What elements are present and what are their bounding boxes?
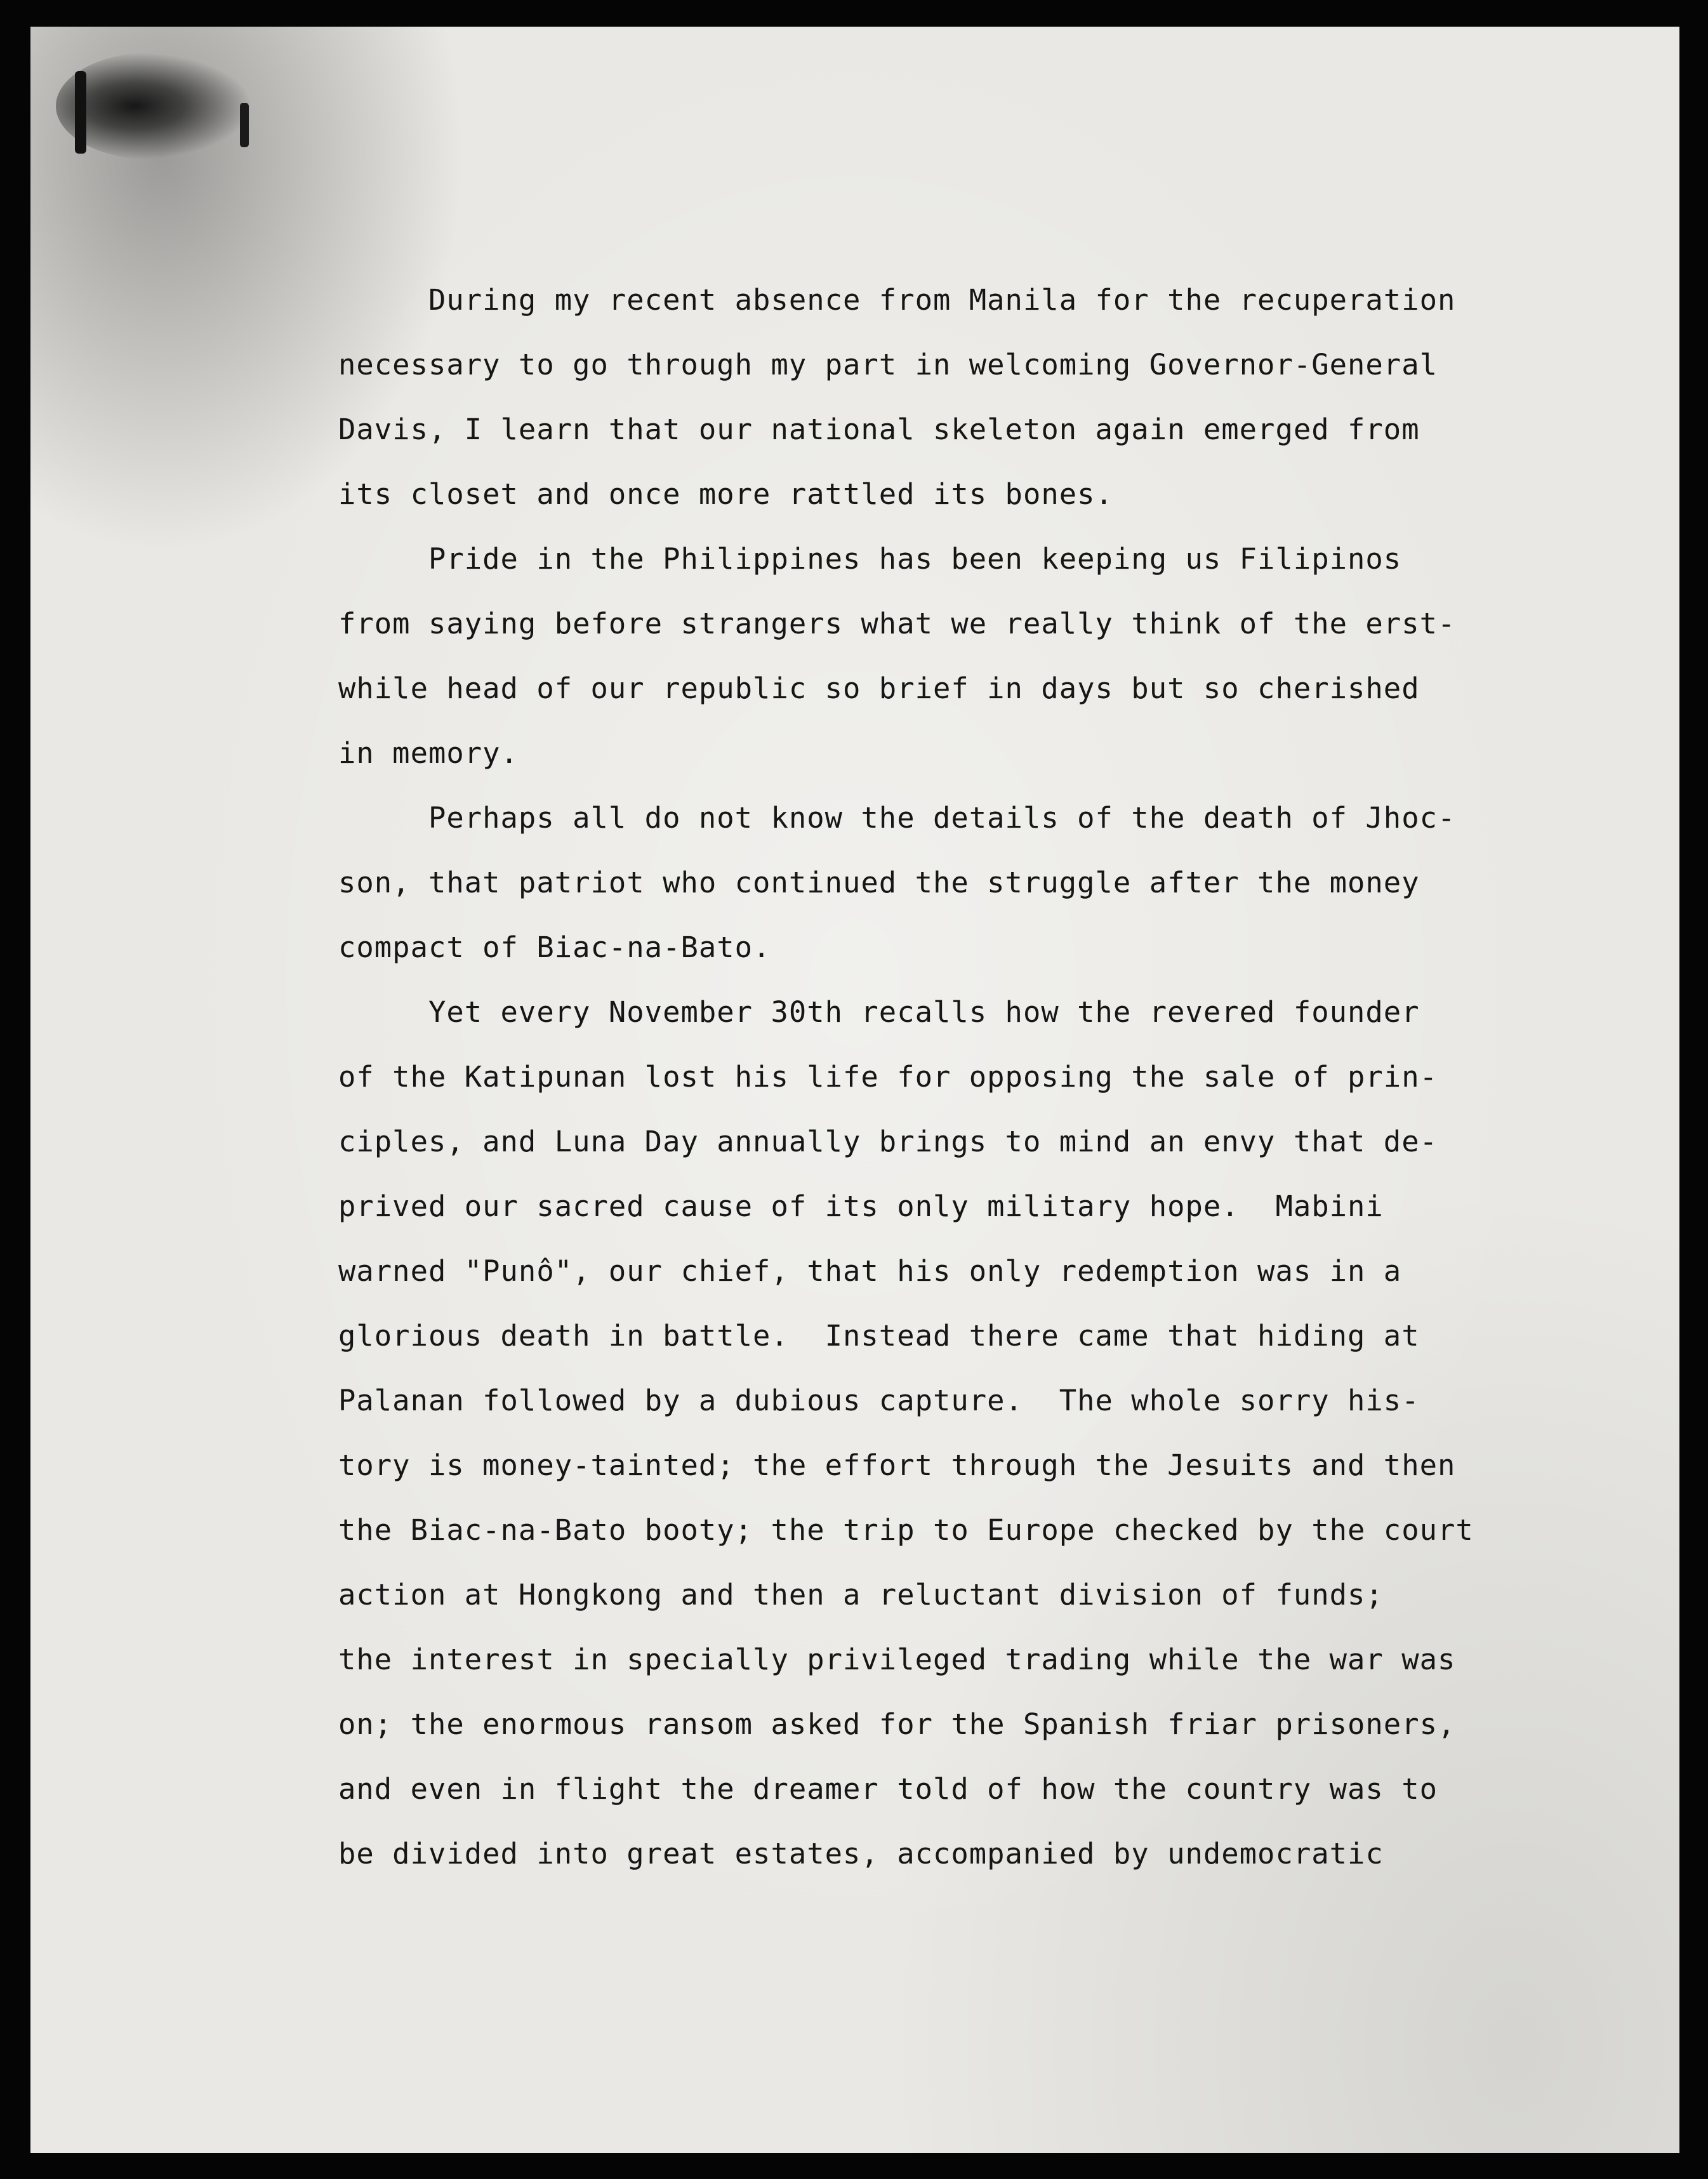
text-line: Pride in the Philippines has been keeping us Filipinos <box>338 542 1402 576</box>
text-line: from saying before strangers what we really think of the erst- <box>338 607 1456 640</box>
text-line: of the Katipunan lost his life for opposing the sale of prin- <box>338 1060 1438 1094</box>
text-line: Palanan followed by a dubious capture. The whole sorry his- <box>338 1384 1420 1417</box>
text-line: prived our sacred cause of its only military hope. Mabini <box>338 1189 1384 1223</box>
text-line: the Biac-na-Bato booty; the trip to Europe checked by the court <box>338 1513 1474 1547</box>
text-line: ciples, and Luna Day annually brings to mind an envy that de- <box>338 1125 1438 1158</box>
text-line: warned "Punô", our chief, that his only redemption was in a <box>338 1254 1402 1288</box>
text-line: its closet and once more rattled its bones. <box>338 477 1113 511</box>
document-page <box>30 27 1679 2153</box>
ink-mark <box>240 103 249 147</box>
text-line: Davis, I learn that our national skeleton again emerged from <box>338 413 1420 446</box>
text-line: compact of Biac-na-Bato. <box>338 931 771 964</box>
typewritten-text <box>338 268 1608 1886</box>
text-line: Yet every November 30th recalls how the revered founder <box>338 995 1420 1029</box>
text-line: glorious death in battle. Instead there came that hiding at <box>338 1319 1420 1353</box>
text-line: action at Hongkong and then a reluctant division of funds; <box>338 1578 1384 1612</box>
ink-mark <box>75 71 86 154</box>
text-line: tory is money-tainted; the effort through the Jesuits and then <box>338 1448 1456 1482</box>
text-line: Perhaps all do not know the details of the death of Jhoc- <box>338 801 1456 835</box>
text-line: and even in flight the dreamer told of how the country was to <box>338 1772 1438 1806</box>
text-line: During my recent absence from Manila for the recuperation <box>338 283 1456 317</box>
text-line: in memory. <box>338 736 519 770</box>
text-line: on; the enormous ransom asked for the Spanish friar prisoners, <box>338 1707 1456 1741</box>
text-line: while head of our republic so brief in days but so cherished <box>338 672 1420 705</box>
text-line: be divided into great estates, accompanied by undemocratic <box>338 1837 1384 1871</box>
text-line: the interest in specially privileged trading while the war was <box>338 1643 1456 1676</box>
text-line: son, that patriot who continued the struggle after the money <box>338 866 1420 899</box>
text-line: necessary to go through my part in welcoming Governor-General <box>338 348 1438 381</box>
